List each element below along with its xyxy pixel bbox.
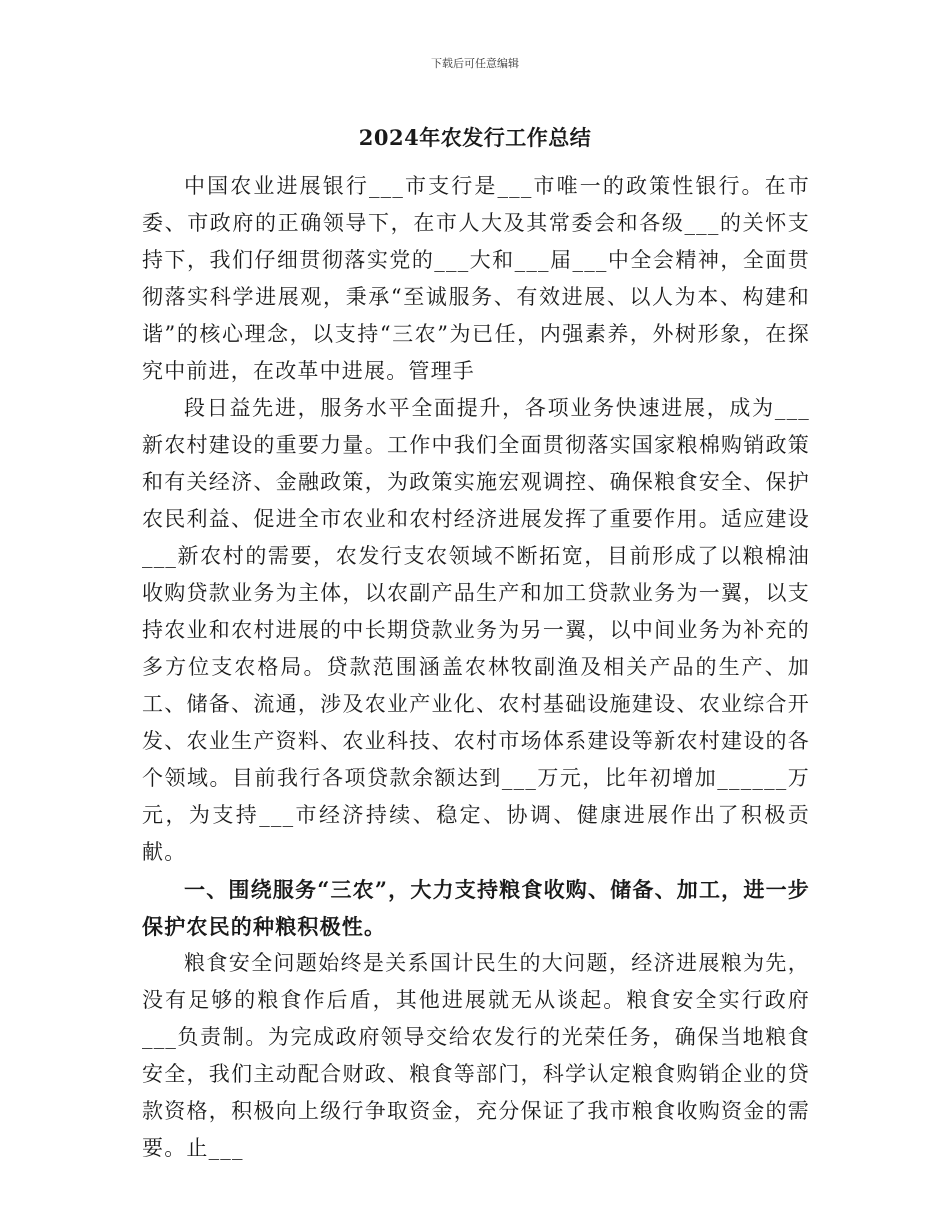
paragraph-business-overview: 段日益先进，服务水平全面提升，各项业务快速进展，成为___新农村建设的重要力量。工作中我们全面贯彻落实国家粮棉购销政策和有关经济、金融政策，为政策实施宏观调控、确保粮食安全、保护农民利益、促进全市农业和农村经济进展发挥了重要作用。适应建设___新农村的需要，农发行支农领域不断拓宽，目前形成了以粮棉油收购贷款业务为主体，以农副产品生产和加工贷款业务为一翼，以支持农业和农村进展的中长期贷款业务为另一翼，以中间业务为补充的多方位支农格局。贷款范围涵盖农林牧副渔及相关产品的生产、加工、储备、流通，涉及农业产业化、农村基础设施建设、农业综合开发、农业生产资料、农业科技、农村市场体系建设等新农村建设的各个领域。目前我行各项贷款余额达到___万元，比年初增加______万元，为支持___市经济持续、稳定、协调、健康进展作出了积极贡献。 [142,396,810,864]
paragraph-grain-security: 粮食安全问题始终是关系国计民生的大问题，经济进展粮为先，没有足够的粮食作后盾，其他进展就无从谈起。粮食安全实行政府___负责制。为完成政府领导交给农发行的光荣任务，确保当地粮食安全，我们主动配合财政、粮食等部门，科学认定粮食购销企业的贷款资格，积极向上级行争取资金，充分保证了我市粮食收购资金的需要。止___ [142,951,810,1160]
header-note: 下载后可任意编辑 [431,57,519,70]
section-heading-1: 一、围绕服务“三农”，大力支持粮食收购、储备、加工，进一步保护农民的种粮积极性。 [142,877,810,939]
document-body [142,168,810,1167]
paragraph-intro: 中国农业进展银行___市支行是___市唯一的政策性银行。在市委、市政府的正确领导下，在市人大及其常委会和各级___的关怀支持下，我们仔细贯彻落实党的___大和___届___中全会精神，全面贯彻落实科学进展观，秉承“至诚服务、有效进展、以人为本、构建和谐”的核心理念，以支持“三农”为已任，内强素养，外树形象，在探究中前进，在改革中进展。管理手 [142,174,810,383]
document-title: 2024年农发行工作总结 [358,125,592,150]
